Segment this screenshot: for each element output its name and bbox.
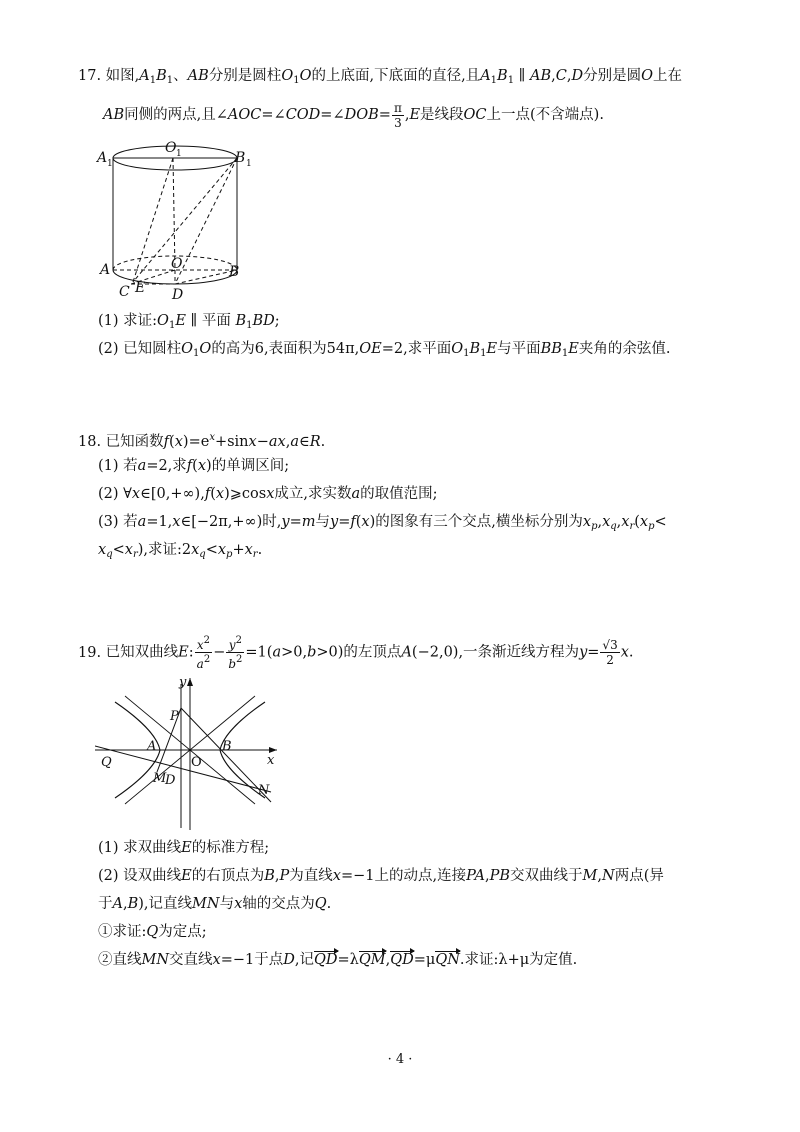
q19-part2-line2: 于A,B),记直线MN与x轴的交点为Q.: [98, 896, 332, 912]
svg-text:M: M: [153, 771, 167, 786]
q17-text: 是线段: [420, 107, 464, 123]
svg-text:O: O: [165, 140, 177, 156]
q17-text: ,: [404, 107, 410, 123]
q18-stem: 18. 已知函数$f(x)=e^x+\sin x-ax,a\in R$.: [78, 432, 326, 450]
svg-text:P: P: [170, 709, 179, 724]
q17-fraction: $\frac{\pi}{3}$: [393, 100, 402, 130]
svg-text:B: B: [235, 150, 246, 166]
fig17-label-A1: A: [97, 150, 108, 166]
q17-text: 上在: [653, 68, 682, 84]
q17-text: ∥: [514, 68, 530, 84]
svg-text:D: D: [165, 773, 176, 788]
svg-text:B: B: [222, 739, 232, 754]
q18-part3-line1: (3) 若a=1,x∈[−2π,+∞)时,y=m与y=f(x)的图象有三个交点,横坐标分别为$x_p,x_q,x_r(x_p<$: [98, 514, 667, 532]
q17-text: 分别是圆: [583, 68, 642, 84]
q18-part2: (2) ∀x∈[0,+∞),f(x)⩾cosx成立,求实数a的取值范围;: [98, 486, 438, 502]
svg-text:O: O: [191, 755, 202, 770]
q18-part3-line2: $x_q<x_r$),求证$:2x_q<x_p+x_r$.: [98, 542, 263, 560]
page-number: · 4 ·: [387, 1052, 413, 1067]
q17-text: =: [378, 107, 391, 123]
q17-stem-line1: 17. 如图$,A_1B_1$、AB分别是圆柱$O_1O$的上底面,下底面的直径,且$A_1B_1$ ∥ AB,C,D分别是圆O上在: [78, 68, 682, 86]
q19-sub1: ①求证:Q为定点;: [98, 924, 207, 940]
svg-text:1: 1: [246, 159, 252, 169]
svg-text:O: O: [171, 256, 183, 272]
q17-text: ,: [551, 68, 556, 84]
svg-text:A: A: [147, 739, 157, 754]
q17-text: 分别是圆柱: [208, 68, 282, 84]
q17-text: 、: [173, 68, 188, 84]
q17-text: 上一点(不含端点).: [486, 107, 604, 123]
svg-text:A: A: [100, 262, 111, 278]
q17-text: ,: [566, 68, 572, 84]
q17-text: =∠: [261, 107, 286, 123]
svg-text:N: N: [258, 783, 270, 798]
q17-text: 如图,: [105, 68, 140, 84]
svg-text:1: 1: [107, 159, 113, 169]
q19-part1: (1) 求双曲线E的标准方程;: [98, 840, 270, 856]
svg-text:B: B: [229, 264, 240, 280]
q19-stem: 19. 已知双曲线E: $\frac{x^2}{a^2}$ − $\frac{y^2}{b^2}$ =1(a>0,b>0)的左顶点A(−2,0),一条渐近线方程为y= $\frac{√3}{2}$ x.: [78, 635, 634, 671]
q19-sub2: ②直线MN交直线x=−1于点D,记QD=λQM,QD=μQN.求证:λ+μ为定值.: [98, 952, 578, 968]
q17-number: 17.: [78, 68, 102, 84]
q19-hyperbola-figure: [95, 674, 295, 834]
svg-text:C: C: [119, 284, 130, 300]
svg-text:y: y: [179, 675, 187, 690]
q17-part1: (1) 求证$:O_1E$ ∥ 平面 $B_1BD$;: [98, 313, 280, 331]
svg-text:E: E: [135, 280, 146, 296]
q17-cylinder-figure: [95, 138, 255, 308]
q17-part2: (2) 已知圆柱$O_1O$的高为6,表面积为54π,OE=2,求平面$O_1B_1E$与平面$BB_1E$夹角的余弦值.: [98, 341, 671, 359]
q17-text: 同侧的两点,且∠: [124, 107, 228, 123]
q19-part2-line1: (2) 设双曲线E的右顶点为B,P为直线x=−1上的动点,连接PA,PB交双曲线于M,N两点(异: [98, 868, 664, 884]
svg-text:1: 1: [176, 149, 182, 159]
svg-text:Q: Q: [101, 755, 112, 770]
q17-text: 的上底面,下底面的直径,且: [311, 68, 481, 84]
q18-part1: (1) 若a=2,求f(x)的单调区间;: [98, 458, 290, 474]
q17-text: =∠: [320, 107, 345, 123]
q17-stem-line2: AB同侧的两点,且∠AOC=∠COD=∠DOB= $\frac{\pi}{3}$ ,E是线段OC上一点(不含端点).: [103, 100, 604, 130]
svg-text:D: D: [172, 287, 184, 303]
svg-text:x: x: [267, 753, 275, 768]
